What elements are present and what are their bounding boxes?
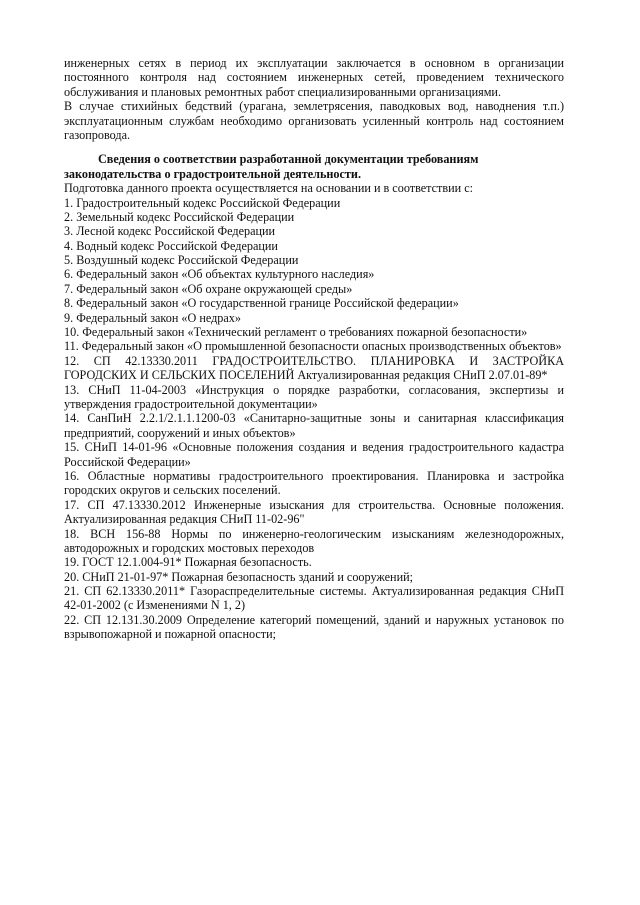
list-item: 5. Воздушный кодекс Российской Федерации <box>64 253 299 268</box>
list-item: 20. СНиП 21-01-97* Пожарная безопасность зданий и сооружений; <box>64 569 414 584</box>
list-item: 22. СП 12.131.30.2009 Определение категорий помещений, зданий и наружных установок по взрывопожарной и пожарной опасности; <box>64 612 564 642</box>
list-item: 3. Лесной кодекс Российской Федерации <box>64 224 276 239</box>
list-item: 10. Федеральный закон «Технический регламент о требованиях пожарной безопасности» <box>64 325 528 340</box>
section-heading: Сведения о соответствии разработанной документации требованиям законодательства о градостроительной деятельности. <box>64 152 479 181</box>
list-item: 7. Федеральный закон «Об охране окружающей среды» <box>64 281 353 296</box>
intro-paragraph-2: В случае стихийных бедствий (урагана, землетрясения, паводковых вод, наводнения т.п.) эксплуатационным службам необходимо организовать усиленный контроль над состоянием газопровода. <box>64 99 564 142</box>
list-item: 12. СП 42.13330.2011 ГРАДОСТРОИТЕЛЬСТВО. ПЛАНИРОВКА И ЗАСТРОЙКА ГОРОДСКИХ И СЕЛЬСКИХ ПОСЕЛЕНИЙ Актуализированная редакция СНиП 2.07.01-89* <box>64 353 564 383</box>
list-item: 4. Водный кодекс Российской Федерации <box>64 238 278 253</box>
list-item: 9. Федеральный закон «О недрах» <box>64 310 241 325</box>
list-item: 1. Градостроительный кодекс Российской Федерации <box>64 195 341 210</box>
regulations-list <box>64 196 564 642</box>
list-item: 8. Федеральный закон «О государственной границе Российской федерации» <box>64 296 459 311</box>
list-item: 21. СП 62.13330.2011* Газораспределительные системы. Актуализированная редакция СНиП 42-01-2002 (с Изменениями N 1, 2) <box>64 584 564 613</box>
list-item: 6. Федеральный закон «Об объектах культурного наследия» <box>64 267 375 282</box>
list-item: 11. Федеральный закон «О промышленной безопасности опасных производственных объектов» <box>64 339 562 354</box>
intro-paragraph-1: инженерных сетях в период их эксплуатации заключается в основном в организации постоянного контроля над состоянием инженерных сетей, проведением технического обслуживания и плановых ремонтных работ специализированными организациями. <box>64 56 564 99</box>
list-item: 16. Областные нормативы градостроительного проектирования. Планировка и застройка городских округов и сельских поселений. <box>64 468 564 498</box>
list-item: 19. ГОСТ 12.1.004-91* Пожарная безопасность. <box>64 555 312 570</box>
list-item: 17. СП 47.13330.2012 Инженерные изыскания для строительства. Основные положения. Актуализированная редакция СНиП 11-02-96" <box>64 497 564 527</box>
list-item: 18. ВСН 156-88 Нормы по инженерно-геологическим изысканиям железнодорожных, автодорожных и городских мостовых переходов <box>64 526 564 555</box>
list-item: 14. СанПиН 2.2.1/2.1.1.1200-03 «Санитарно-защитные зоны и санитарная классификация предприятий, сооружений и иных объектов» <box>64 411 564 440</box>
section-lead: Подготовка данного проекта осуществляется на основании и в соответствии с: <box>64 181 474 196</box>
list-item: 15. СНиП 14-01-96 «Основные положения создания и ведения градостроительного кадастра Российской Федерации» <box>64 440 564 469</box>
list-item: 2. Земельный кодекс Российской Федерации <box>64 209 295 224</box>
list-item: 13. СНиП 11-04-2003 «Инструкция о порядке разработки, согласования, экспертизы и утверждения градостроительной документации» <box>64 382 564 411</box>
document-page <box>64 56 564 642</box>
